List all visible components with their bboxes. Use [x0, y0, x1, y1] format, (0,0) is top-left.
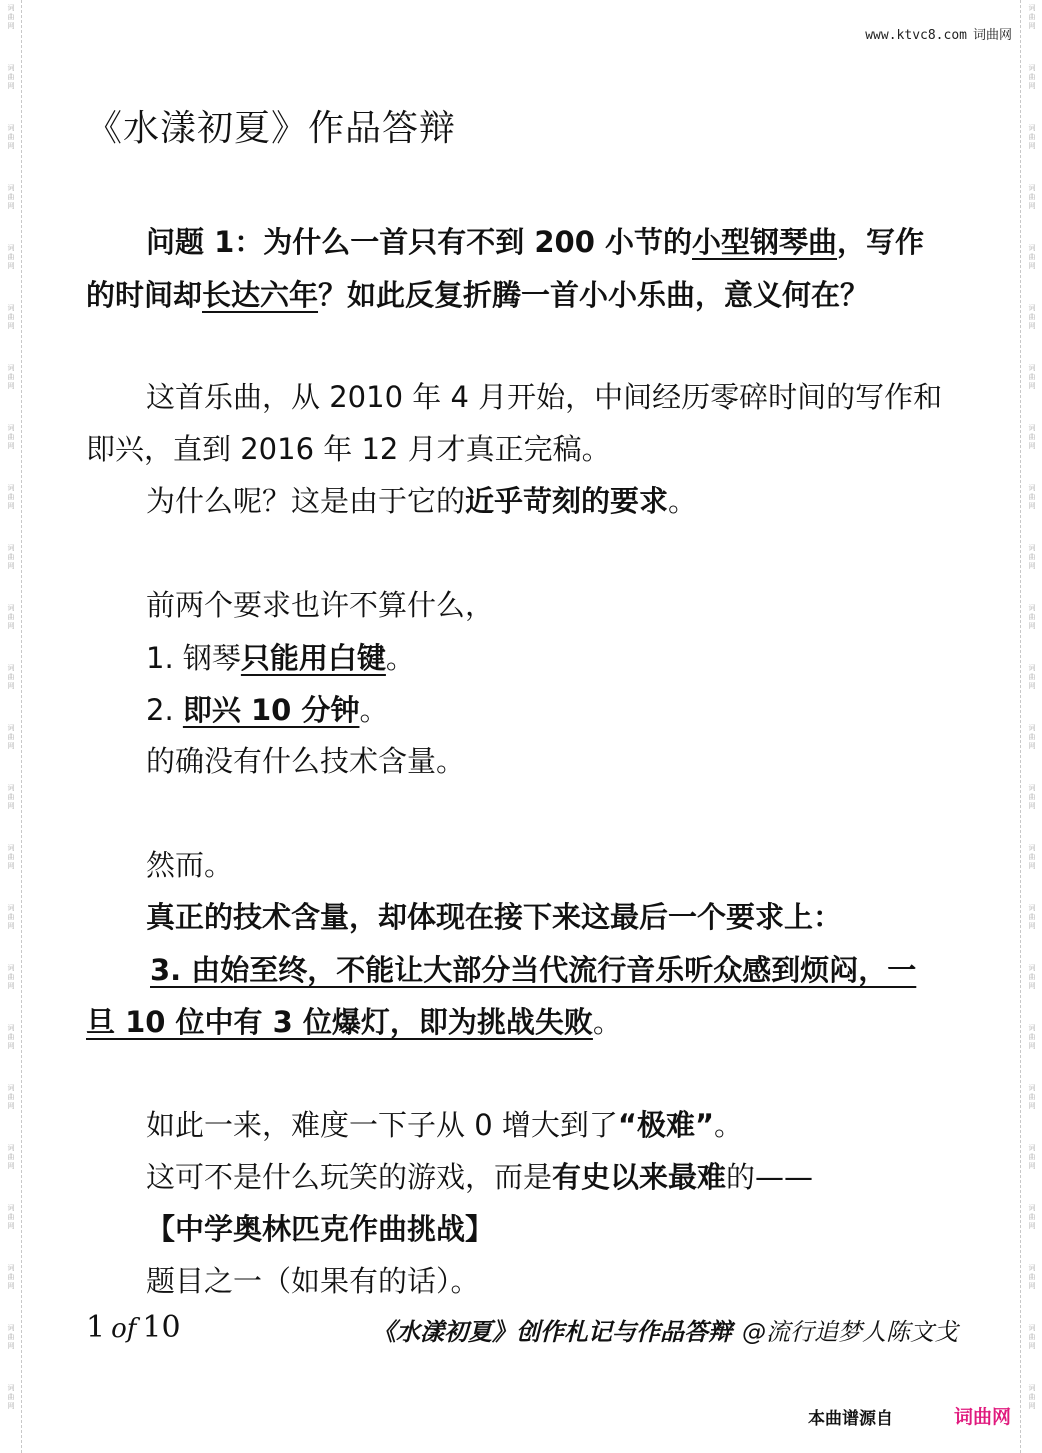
watermark-stamp: 词 曲 网	[7, 1084, 15, 1110]
footer-caption	[372, 1312, 958, 1347]
right-watermark-strip	[1020, 0, 1042, 1453]
paragraph-1-line-1: 这首乐曲，从 2010 年 4 月开始，中间经历零碎时间的写作和	[146, 380, 943, 414]
paragraph-1-line-2: 即兴，直到 2016 年 12 月才真正完稿。	[86, 432, 611, 466]
olympiad-line: 【中学奥林匹克作曲挑战】	[146, 1212, 495, 1246]
watermark-stamp: 词 曲 网	[1028, 544, 1036, 570]
page-current: 1	[86, 1310, 106, 1345]
watermark-stamp: 词 曲 网	[1028, 1204, 1036, 1230]
question-text: 问题 1：为什么一首只有不到 200 小节的	[146, 225, 693, 259]
site-name: 词曲网	[972, 28, 1012, 43]
watermark-stamp: 词 曲 网	[1028, 64, 1036, 90]
watermark-stamp: 词 曲 网	[1028, 664, 1036, 690]
requirement-emphasis: 只能用白键	[240, 641, 386, 675]
watermark-stamp: 词 曲 网	[1028, 4, 1036, 30]
one-of-line: 题目之一（如果有的话）。	[146, 1264, 480, 1298]
difficulty-text: 。	[714, 1108, 744, 1142]
requirement-text: 。	[385, 641, 415, 675]
watermark-stamp: 词 曲 网	[7, 64, 15, 90]
why-text: 。	[668, 484, 698, 518]
watermark-stamp: 词 曲 网	[1028, 904, 1036, 930]
why-line	[146, 481, 697, 521]
question-line-1	[146, 222, 924, 262]
watermark-stamp: 词 曲 网	[7, 964, 15, 990]
question-emphasis: 长达六年	[202, 278, 319, 312]
watermark-stamp: 词 曲 网	[7, 664, 15, 690]
watermark-stamp: 词 曲 网	[1028, 844, 1036, 870]
requirement-emphasis: 旦 10 位中有 3 位爆灯，即为挑战失败	[86, 1005, 593, 1039]
watermark-stamp: 词 曲 网	[1028, 124, 1036, 150]
watermark-stamp: 词 曲 网	[7, 244, 15, 270]
watermark-stamp: 词 曲 网	[1028, 1084, 1036, 1110]
left-watermark-strip	[0, 0, 22, 1453]
watermark-stamp: 词 曲 网	[1028, 1264, 1036, 1290]
watermark-stamp: 词 曲 网	[1028, 364, 1036, 390]
footer-caption-title: 《水漾初夏》创作札记与作品答辩	[372, 1318, 732, 1346]
first-two-line: 前两个要求也许不算什么，	[146, 588, 495, 622]
watermark-stamp: 词 曲 网	[7, 1384, 15, 1410]
no-tech-line: 的确没有什么技术含量。	[146, 744, 466, 778]
watermark-stamp: 词 曲 网	[1028, 784, 1036, 810]
watermark-stamp: 词 曲 网	[1028, 964, 1036, 990]
watermark-stamp: 词 曲 网	[1028, 1384, 1036, 1410]
requirement-text: 2.	[146, 693, 183, 727]
watermark-stamp: 词 曲 网	[7, 1024, 15, 1050]
not-game-line	[146, 1157, 813, 1197]
watermark-stamp: 词 曲 网	[1028, 1144, 1036, 1170]
watermark-stamp: 词 曲 网	[7, 544, 15, 570]
document-title: 《水漾初夏》作品答辩	[86, 108, 457, 149]
watermark-stamp: 词 曲 网	[1028, 1024, 1036, 1050]
requirement-2	[146, 690, 388, 730]
site-header	[865, 24, 1012, 43]
watermark-stamp: 词 曲 网	[7, 724, 15, 750]
watermark-stamp: 词 曲 网	[7, 484, 15, 510]
requirement-3-line-2	[86, 1002, 622, 1042]
watermark-stamp: 词 曲 网	[7, 184, 15, 210]
watermark-stamp: 词 曲 网	[7, 1324, 15, 1350]
real-tech-line: 真正的技术含量，却体现在接下来这最后一个要求上：	[146, 900, 843, 934]
why-emphasis: 近乎苛刻的要求	[465, 484, 669, 518]
requirement-1	[146, 638, 415, 678]
watermark-stamp: 词 曲 网	[7, 604, 15, 630]
watermark-stamp: 词 曲 网	[1028, 724, 1036, 750]
page-total: 10	[142, 1310, 181, 1345]
requirement-text: 。	[592, 1005, 622, 1039]
why-text: 为什么呢？这是由于它的	[146, 484, 466, 518]
watermark-stamp: 词 曲 网	[7, 784, 15, 810]
source-brand-link[interactable]: 词曲网	[954, 1406, 1012, 1428]
source-label: 本曲谱源自	[808, 1409, 893, 1429]
watermark-stamp: 词 曲 网	[7, 424, 15, 450]
question-emphasis: 小型钢琴曲	[692, 225, 838, 259]
question-text: ，写作	[837, 225, 925, 259]
page-number	[86, 1310, 181, 1345]
site-url-link[interactable]: www.ktvc8.com	[865, 28, 967, 43]
watermark-stamp: 词 曲 网	[7, 1144, 15, 1170]
watermark-stamp: 词 曲 网	[7, 844, 15, 870]
page-of: of	[111, 1314, 137, 1344]
watermark-stamp: 词 曲 网	[1028, 484, 1036, 510]
difficulty-emphasis: “极难”	[617, 1108, 715, 1142]
watermark-stamp: 词 曲 网	[1028, 604, 1036, 630]
watermark-stamp: 词 曲 网	[1028, 304, 1036, 330]
difficulty-text: 如此一来，难度一下子从 0 增大到了	[146, 1108, 618, 1142]
requirement-text: 。	[359, 693, 389, 727]
requirement-emphasis: 即兴 10 分钟	[182, 693, 360, 727]
watermark-stamp: 词 曲 网	[7, 4, 15, 30]
footer-author: @流行追梦人陈文戈	[742, 1318, 958, 1346]
watermark-stamp: 词 曲 网	[7, 1204, 15, 1230]
watermark-stamp: 词 曲 网	[1028, 424, 1036, 450]
watermark-stamp: 词 曲 网	[1028, 1324, 1036, 1350]
question-text: ？如此反复折腾一首小小乐曲，意义何在？	[318, 278, 870, 312]
watermark-stamp: 词 曲 网	[7, 304, 15, 330]
requirement-3-line-1: 3. 由始至终，不能让大部分当代流行音乐听众感到烦闷，一	[150, 953, 917, 987]
question-text: 的时间却	[86, 278, 203, 312]
watermark-stamp: 词 曲 网	[7, 1264, 15, 1290]
watermark-stamp: 词 曲 网	[1028, 184, 1036, 210]
difficulty-line	[146, 1105, 743, 1145]
requirement-text: 1. 钢琴	[146, 641, 241, 675]
watermark-stamp: 词 曲 网	[7, 124, 15, 150]
watermark-stamp: 词 曲 网	[7, 364, 15, 390]
however-line: 然而。	[146, 848, 234, 882]
not-game-emphasis: 有史以来最难	[552, 1160, 727, 1194]
question-line-2	[86, 275, 869, 315]
watermark-stamp: 词 曲 网	[1028, 244, 1036, 270]
not-game-text: 这可不是什么玩笑的游戏，而是	[146, 1160, 553, 1194]
watermark-stamp: 词 曲 网	[7, 904, 15, 930]
not-game-text: 的——	[726, 1160, 814, 1194]
